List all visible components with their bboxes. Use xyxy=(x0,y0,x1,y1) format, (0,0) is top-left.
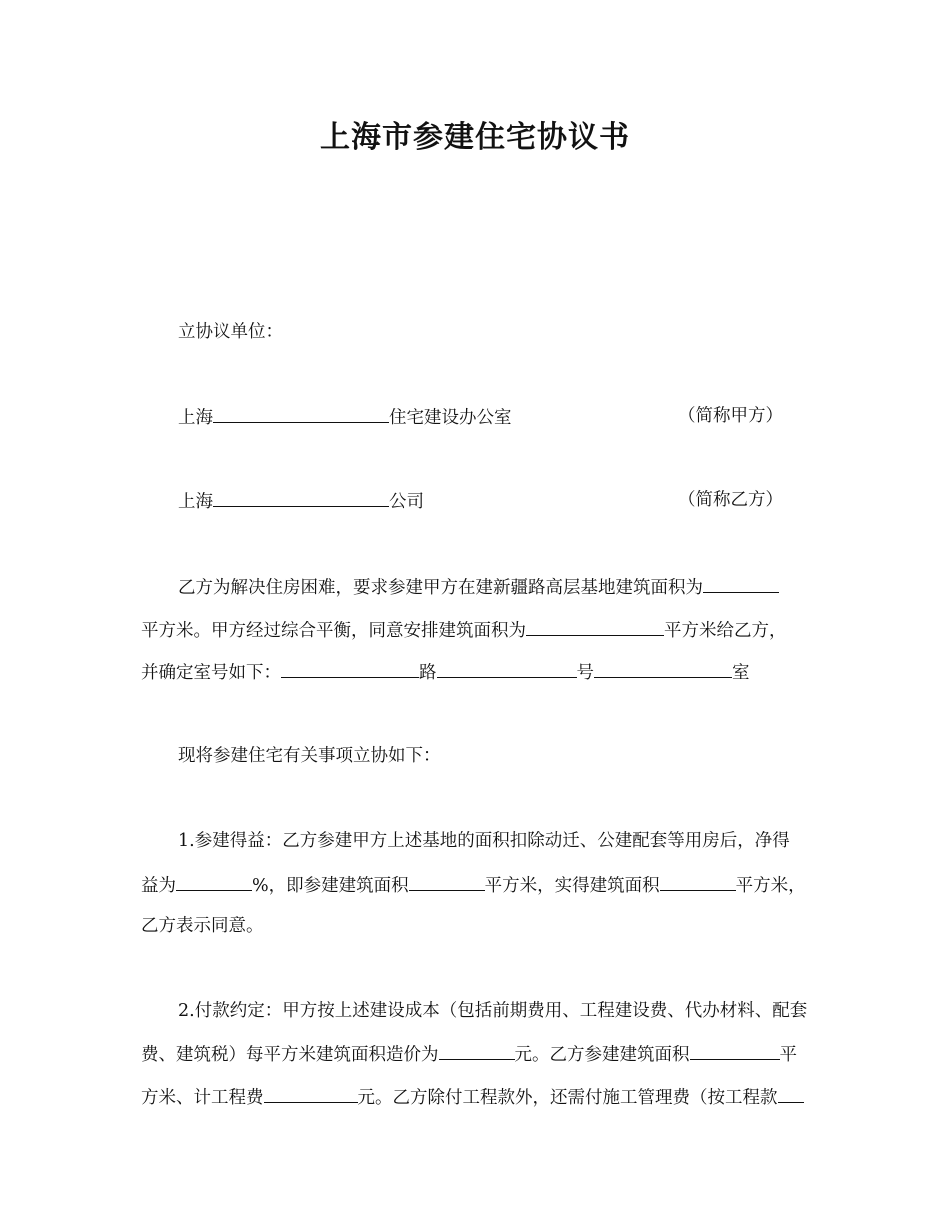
parties-label: 立协议单位： xyxy=(178,322,283,342)
number-blank xyxy=(437,659,577,678)
lead-line: 现将参建住宅有关事项立协如下： xyxy=(178,746,441,766)
intro-text-2a: 平方米。甲方经过综合平衡，同意安排建筑面积为 xyxy=(141,621,526,641)
unit-cost-blank xyxy=(439,1041,515,1060)
clause2-text-2b: 元。乙方参建建筑面积 xyxy=(514,1045,690,1065)
party-a-prefix: 上海 xyxy=(178,408,213,428)
party-b-tag: （简称乙方） xyxy=(678,490,783,510)
percent-blank xyxy=(176,872,252,891)
area-blank xyxy=(703,574,779,593)
clause1-text-2d: 平方米， xyxy=(735,876,806,896)
engineering-fee-blank xyxy=(264,1084,358,1103)
intro-text-1: 乙方为解决住房困难，要求参建甲方在建新疆路高层基地建筑面积为 xyxy=(178,578,703,598)
number-label: 号 xyxy=(576,663,594,683)
road-blank xyxy=(281,659,419,678)
room-blank xyxy=(594,659,732,678)
intro-line-2 xyxy=(141,617,811,643)
party-b-prefix: 上海 xyxy=(178,492,213,512)
intro-line-3 xyxy=(141,659,811,685)
road-label: 路 xyxy=(419,663,437,683)
clause2-text-3a: 方米、计工程费 xyxy=(141,1088,264,1108)
party-b-suffix: 公司 xyxy=(389,492,424,512)
room-label: 室 xyxy=(732,663,750,683)
clause1-text-2a: 益为 xyxy=(141,876,176,896)
clause2-line-2 xyxy=(141,1041,811,1067)
management-fee-blank xyxy=(778,1084,804,1103)
party-a-blank xyxy=(213,404,389,423)
intro-line-1 xyxy=(178,574,848,600)
intro-text-2b: 平方米给乙方， xyxy=(664,621,787,641)
clause2-line-1: 2.付款约定：甲方按上述建设成本（包括前期费用、工程建设费、代办材料、配套 xyxy=(178,1001,808,1021)
clause2-text-3b: 元。乙方除付工程款外，还需付施工管理费（按工程款 xyxy=(357,1088,778,1108)
clause2-text-2c: 平 xyxy=(779,1045,797,1065)
arranged-area-blank xyxy=(526,617,664,636)
party-a-tag: （简称甲方） xyxy=(678,406,783,426)
party-b-blank xyxy=(213,488,389,507)
document-title: 上海市参建住宅协议书 xyxy=(320,120,630,155)
clause2-line-3 xyxy=(141,1084,811,1110)
clause1-line-3: 乙方表示同意。 xyxy=(141,916,264,936)
joint-area-blank xyxy=(409,872,485,891)
clause1-line-2 xyxy=(141,872,811,898)
clause2-text-2a: 费、建筑税）每平方米建筑面积造价为 xyxy=(141,1045,439,1065)
intro-text-3a: 并确定室号如下： xyxy=(141,663,281,683)
party-a-suffix: 住宅建设办公室 xyxy=(389,408,512,428)
clause1-text-2b: %，即参建建筑面积 xyxy=(252,876,409,896)
actual-area-blank xyxy=(660,872,736,891)
participation-area-blank xyxy=(690,1041,780,1060)
clause1-text-2c: 平方米，实得建筑面积 xyxy=(484,876,660,896)
clause1-line-1: 1.参建得益：乙方参建甲方上述基地的面积扣除动迁、公建配套等用房后，净得 xyxy=(178,831,790,851)
